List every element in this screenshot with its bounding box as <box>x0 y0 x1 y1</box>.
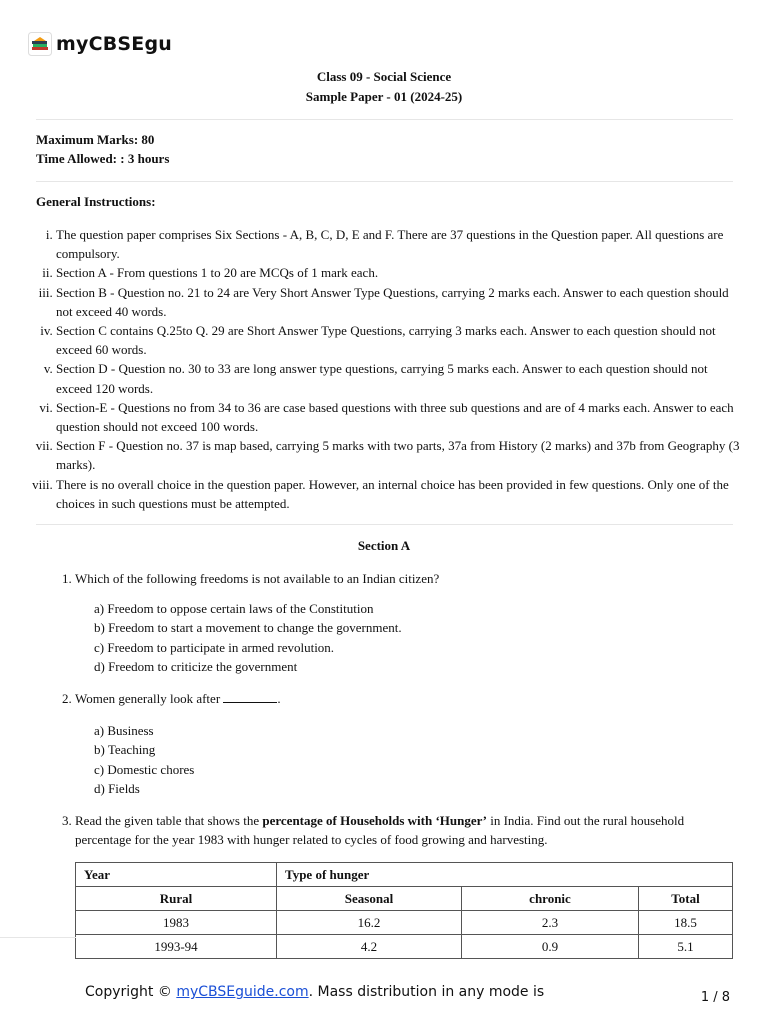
option-c: c) Domestic chores <box>94 761 195 777</box>
instruction-item: ii. Section A - From questions 1 to 20 are MCQs of 1 mark each. <box>56 263 746 282</box>
question-2-options <box>94 721 194 799</box>
option-c: c) Freedom to participate in armed revolution. <box>94 639 335 655</box>
instruction-item: vi. Section-E - Questions no from 34 to 36 are case based questions with three sub questions and are of 4 marks each. Answer to each question should not exceed 100 words. <box>56 398 746 436</box>
brand-logo <box>28 32 172 56</box>
question-text-start: Read the given table that shows the <box>75 813 263 828</box>
question-3 <box>62 811 732 849</box>
question-text-end: . <box>277 691 281 706</box>
header-type-of-hunger: Type of hunger <box>277 863 733 887</box>
option-a: a) Freedom to oppose certain laws of the Constitution <box>94 601 374 616</box>
instruction-item: i. The question paper comprises Six Sections - A, B, C, D, E and F. There are 37 questions in the Question paper. All questions are compulsory. <box>56 225 746 263</box>
table-row <box>76 911 733 935</box>
table-cell: 4.2 <box>277 935 462 959</box>
instruction-item: vii. Section F - Question no. 37 is map based, carrying 5 marks with two parts, 37a from History (2 marks) and 37b from Geography (3 marks). <box>56 436 746 474</box>
question-number: 1. <box>62 571 72 586</box>
header-chronic: chronic <box>462 887 639 911</box>
question-2 <box>62 689 732 708</box>
fill-blank <box>223 690 277 703</box>
option-d: d) Freedom to criticize the government <box>94 659 298 675</box>
question-text-end: in India. Find out the rural household percentage for the year 1983 with hunger related to cycles of food growing and harvesting. <box>75 813 685 848</box>
table-subheader-row <box>76 887 733 911</box>
instruction-item: v. Section D - Question no. 30 to 33 are long answer type questions, carrying 5 marks each. Answer to each question should not exceed 120 words. <box>56 359 746 397</box>
instructions-list <box>36 225 746 513</box>
page-number: 1 / 8 <box>700 990 730 1005</box>
instruction-item: viii. There is no overall choice in the question paper. However, an internal choice has been provided in few questions. Only one of the choices in such questions must be attempted. <box>56 475 746 513</box>
question-text <box>75 689 732 708</box>
question-1 <box>62 569 732 588</box>
instruction-item: iv. Section C contains Q.25to Q. 29 are Short Answer Type Questions, carrying 3 marks each. Answer to each question should not exceed 60 words. <box>56 321 746 359</box>
table-row <box>76 935 733 959</box>
question-number: 3. <box>62 813 72 828</box>
question-text: Which of the following freedoms is not available to an Indian citizen? <box>75 571 440 586</box>
question-number: 2. <box>62 691 72 706</box>
table-header-row <box>76 863 733 887</box>
header-total: Total <box>639 887 733 911</box>
brand-name: myCBSEgu <box>56 33 172 55</box>
time-allowed: Time Allowed: : 3 hours <box>36 151 170 166</box>
table-cell: 16.2 <box>277 911 462 935</box>
divider <box>36 524 733 525</box>
table-cell: 5.1 <box>639 935 733 959</box>
divider <box>36 181 733 182</box>
table-cell: 18.5 <box>639 911 733 935</box>
option-b: b) Teaching <box>94 742 156 758</box>
option-b: b) Freedom to start a movement to change the government. <box>94 620 402 636</box>
question-text-bold: percentage of Households with ‘Hunger’ <box>262 813 487 828</box>
header-year: Year <box>76 863 277 887</box>
instruction-item: iii. Section B - Question no. 21 to 24 are Very Short Answer Type Questions, carrying 2 marks each. Answer to each question should not exceed 40 words. <box>56 283 746 321</box>
footer-divider <box>0 937 76 938</box>
question-text <box>75 811 732 849</box>
table-cell: 2.3 <box>462 911 639 935</box>
question-1-options <box>94 599 402 677</box>
table-cell: 0.9 <box>462 935 639 959</box>
header-rural: Rural <box>76 887 277 911</box>
mycbseguide-link[interactable]: myCBSEguide.com <box>176 984 309 1000</box>
section-a-title: Section A <box>357 538 411 553</box>
book-stack-icon <box>28 32 52 56</box>
hunger-table <box>75 862 733 959</box>
copyright-prefix: Copyright © <box>85 984 177 1000</box>
paper-sample-title: Sample Paper - 01 (2024-25) <box>305 89 463 104</box>
table-cell: 1993-94 <box>76 935 277 959</box>
copyright-suffix: . Mass distribution in any mode is <box>308 984 545 1000</box>
option-d: d) Fields <box>94 781 140 797</box>
instructions-heading: General Instructions: <box>36 194 156 209</box>
option-a: a) Business <box>94 723 154 738</box>
header-seasonal: Seasonal <box>277 887 462 911</box>
copyright-footer <box>85 984 544 1000</box>
maximum-marks: Maximum Marks: 80 <box>36 132 155 147</box>
paper-class-title: Class 09 - Social Science <box>316 69 452 84</box>
question-text-start: Women generally look after <box>75 691 221 706</box>
table-cell: 1983 <box>76 911 277 935</box>
divider <box>36 119 733 120</box>
